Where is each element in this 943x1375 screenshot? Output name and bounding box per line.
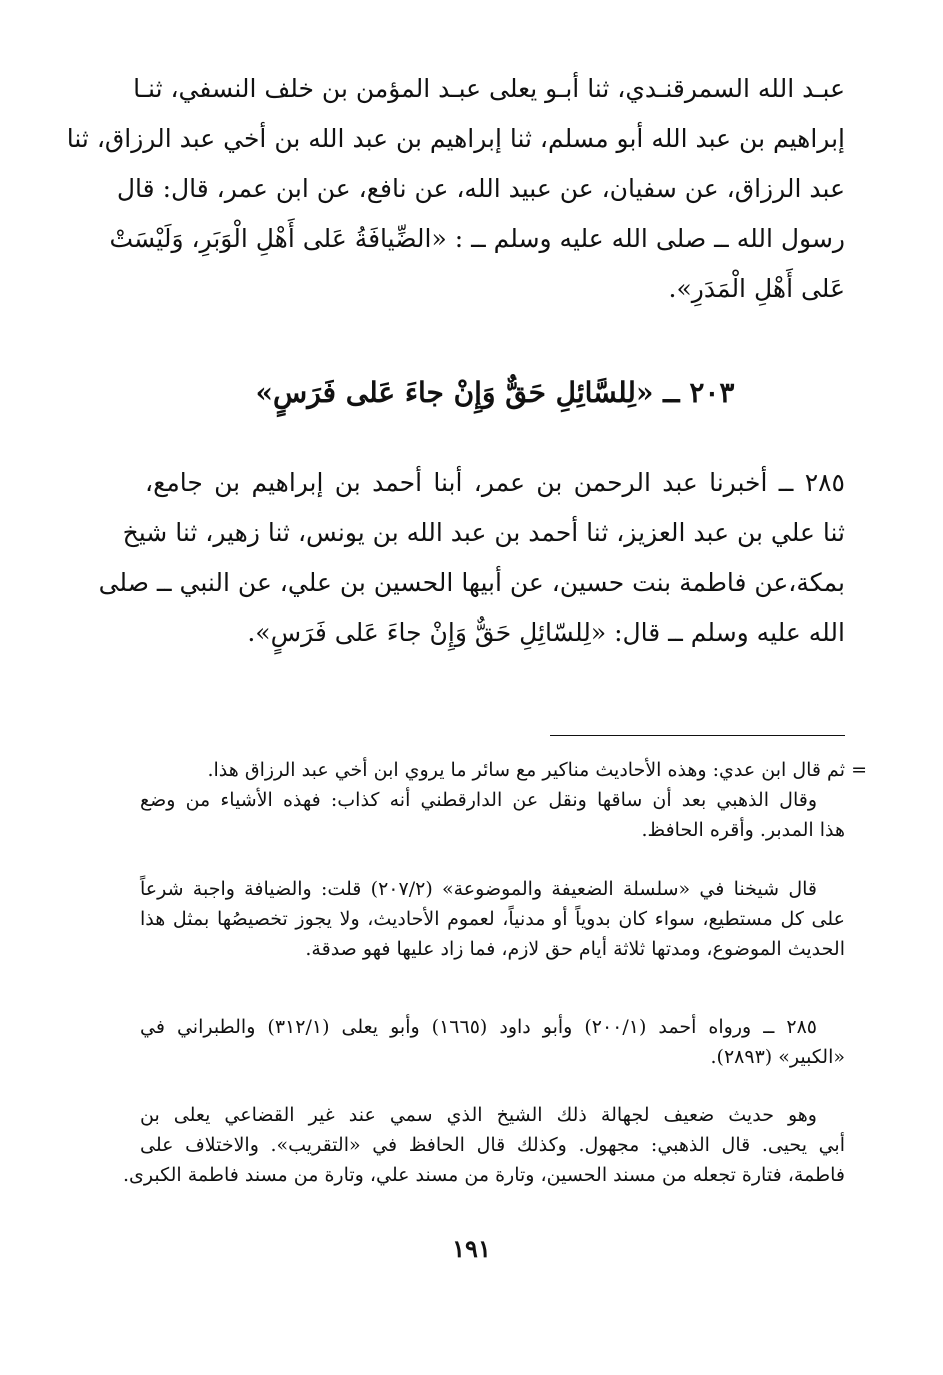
- top-paragraph: [66, 64, 845, 314]
- text-line: عَلى أَهْلِ الْمَدَرِ».: [668, 274, 845, 303]
- footnote-line: وهو حديث ضعيف لجهالة ذلك الشيخ الذي سمي عند غير القضاعي يعلى بن: [140, 1104, 817, 1126]
- continuation-mark: =: [851, 759, 867, 781]
- footnote-line: هذا المدبر. وأقره الحافظ.: [641, 819, 845, 841]
- text-line: بمكة،عن فاطمة بنت حسين، عن أبيها الحسين بن علي، عن النبي ــ صلى: [98, 568, 845, 597]
- footnote-note-3: [122, 1100, 845, 1190]
- footnote-continuation: [140, 755, 867, 845]
- footnote-line: على كل مستطيع، سواء كان بدوياً أو مدنياً، لعموم الأحاديث، ولا يجوز تخصيصُها بمثل هذا: [140, 908, 845, 930]
- text-line: ٢٨٥ ــ أخبرنا عبد الرحمن بن عمر، أبنا أحمد بن إبراهيم بن جامع،: [145, 468, 845, 497]
- footnote-line: الحديث الموضوع، ومدتها ثلاثة أيام حق لازم، فما زاد عليها فهو صدقة.: [305, 938, 845, 960]
- footnote-divider: [550, 735, 845, 736]
- footnote-line: فاطمة، فتارة تجعله من مسند الحسين، وتارة من مسند علي، وتارة من مسند فاطمة الكبرى.: [122, 1164, 845, 1186]
- footnote-line: وقال الذهبي بعد أن ساقها ونقل عن الدارقطني أنه كذاب: فهذه الأشياء من وضع: [140, 789, 817, 811]
- footnote-note-2: [140, 1012, 845, 1072]
- hadith-paragraph: [98, 458, 845, 658]
- text-line: رسول الله ــ صلى الله عليه وسلم ــ : «الضِّيافَةُ عَلى أَهْلِ الْوَبَرِ، وَلَيْسَتْ: [109, 224, 845, 253]
- footnote-line: قال شيخنا في «سلسلة الضعيفة والموضوعة» (٢٠٧/٢) قلت: والضيافة واجبة شرعاً: [140, 878, 817, 900]
- text-line: الله عليه وسلم ــ قال: «لِلسّائِلِ حَقٌّ وَإِنْ جاءَ عَلى فَرَسٍ».: [247, 618, 845, 647]
- text-line: إبراهيم بن عبد الله أبو مسلم، ثنا إبراهيم بن عبد الله بن أخي عبد الرزاق، ثنا: [66, 124, 845, 153]
- footnote-line: ثم قال ابن عدي: وهذه الأحاديث مناكير مع سائر ما يروي ابن أخي عبد الرزاق هذا.: [207, 759, 845, 781]
- footnote-line: ٢٨٥ ــ ورواه أحمد (٢٠٠/١) وأبو داود (١٦٦٥) وأبو يعلى (٣١٢/١) والطبراني في: [140, 1016, 817, 1038]
- text-line: ثنا علي بن عبد العزيز، ثنا أحمد بن عبد الله بن يونس، ثنا زهير، ثنا شيخ: [122, 518, 845, 547]
- page-number: ١٩١: [452, 1234, 491, 1263]
- footnote-line: أبي يحيى. قال الذهبي: مجهول. وكذلك قال الحافظ في «التقريب». والاختلاف على: [140, 1134, 845, 1156]
- footnote-note-1: [140, 874, 845, 964]
- footnote-line: «الكبير» (٢٨٩٣).: [710, 1046, 845, 1068]
- text-line: عبد الرزاق، عن سفيان، عن عبيد الله، عن نافع، عن ابن عمر، قال: قال: [116, 174, 845, 203]
- section-heading: ٢٠٣ ــ «لِلسَّائِلِ حَقٌّ وَإِنْ جاءَ عَلى فَرَسٍ»: [255, 376, 735, 409]
- text-line: عبـد الله السمرقنـدي، ثنا أبـو يعلى عبـد المؤمن بن خلف النسفي، ثنـا: [133, 74, 845, 103]
